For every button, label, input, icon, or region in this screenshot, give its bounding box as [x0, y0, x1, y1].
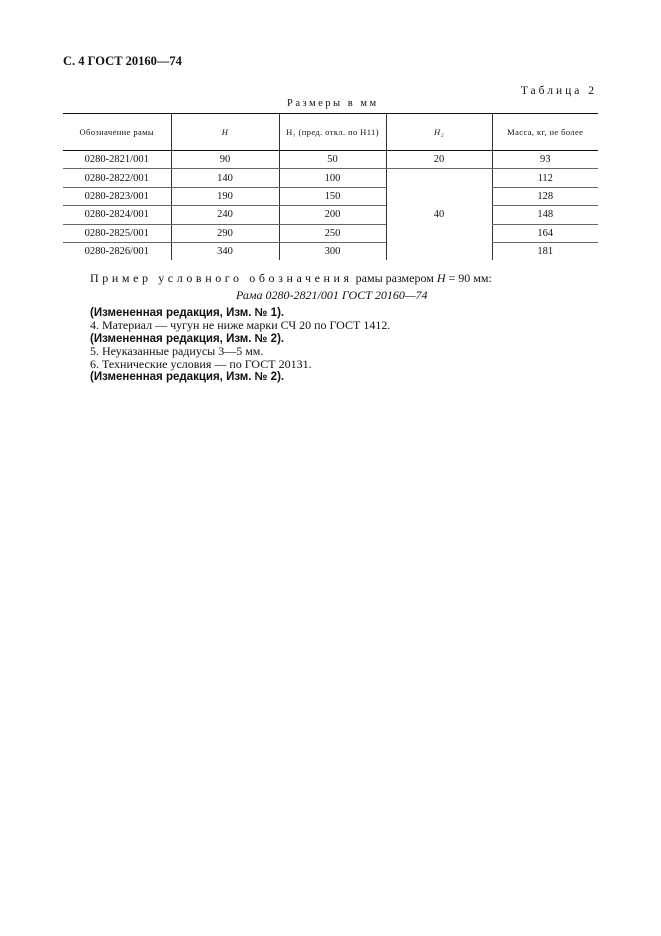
cell-h1: 300 — [279, 242, 386, 260]
col-header-designation: Обозначение рамы — [63, 114, 171, 151]
example-text-b: = 90 мм: — [448, 271, 492, 285]
col-header-mass: Масса, кг, не более — [492, 114, 598, 151]
cell-designation: 0280-2821/001 — [63, 151, 171, 169]
cell-designation: 0280-2825/001 — [63, 224, 171, 242]
designation-example — [90, 271, 492, 286]
page-header: С. 4 ГОСТ 20160—74 — [63, 54, 182, 68]
cell-mass: 181 — [492, 242, 598, 260]
example-text-a: рамы размером — [355, 271, 434, 285]
example-variable: H — [436, 271, 446, 285]
dimensions-label: Размеры в мм — [287, 98, 379, 109]
cell-h1: 200 — [279, 206, 386, 224]
cell-h: 340 — [171, 242, 279, 260]
cell-designation: 0280-2823/001 — [63, 187, 171, 205]
col-header-h2: H₂ — [386, 114, 492, 151]
cell-mass: 128 — [492, 187, 598, 205]
cell-h: 140 — [171, 169, 279, 187]
table-row — [63, 169, 598, 187]
table-row — [63, 206, 598, 224]
cell-h1: 250 — [279, 224, 386, 242]
cell-h2: 20 — [386, 151, 492, 169]
cell-h1: 50 — [279, 151, 386, 169]
col-header-h: H — [171, 114, 279, 151]
col-header-h1: H₁ (пред. откл. по H11) — [279, 114, 386, 151]
cell-mass: 112 — [492, 169, 598, 187]
table-row — [63, 242, 598, 260]
example-lead: Пример условного обозначения — [90, 271, 353, 285]
note-material: 4. Материал — чугун не ниже марки СЧ 20 по ГОСТ 1412. — [90, 318, 391, 333]
table-row — [63, 187, 598, 205]
table-header-row — [63, 114, 598, 151]
cell-mass: 164 — [492, 224, 598, 242]
dimensions-table — [63, 113, 598, 260]
cell-designation: 0280-2826/001 — [84, 246, 149, 258]
note-radii: 5. Неуказанные радиусы 3—5 мм. — [90, 344, 264, 359]
notes-list — [90, 306, 390, 383]
cell-h1: 100 — [279, 169, 386, 187]
example-designation-value: Рама 0280-2821/001 ГОСТ 20160—74 — [236, 288, 428, 302]
note-edition-1: (Измененная редакция, Изм. № 1). — [90, 307, 285, 319]
cell-h1: 150 — [279, 187, 386, 205]
table-row — [63, 151, 598, 169]
cell-h: 290 — [171, 224, 279, 242]
cell-designation: 0280-2824/001 — [63, 206, 171, 224]
table-row — [63, 224, 598, 242]
cell-mass: 148 — [492, 206, 598, 224]
cell-h: 190 — [171, 187, 279, 205]
cell-designation: 0280-2822/001 — [63, 169, 171, 187]
cell-h: 240 — [171, 206, 279, 224]
cell-h2-merged: 40 — [386, 169, 492, 260]
table-caption: Таблица 2 — [520, 85, 597, 97]
note-tech-conditions: 6. Технические условия — по ГОСТ 20131. — [90, 356, 312, 371]
note-edition-2: (Измененная редакция, Изм. № 2). — [90, 332, 285, 345]
cell-mass: 93 — [492, 151, 598, 169]
note-edition-3: (Измененная редакция, Изм. № 2). — [90, 371, 285, 384]
cell-h: 90 — [171, 151, 279, 169]
